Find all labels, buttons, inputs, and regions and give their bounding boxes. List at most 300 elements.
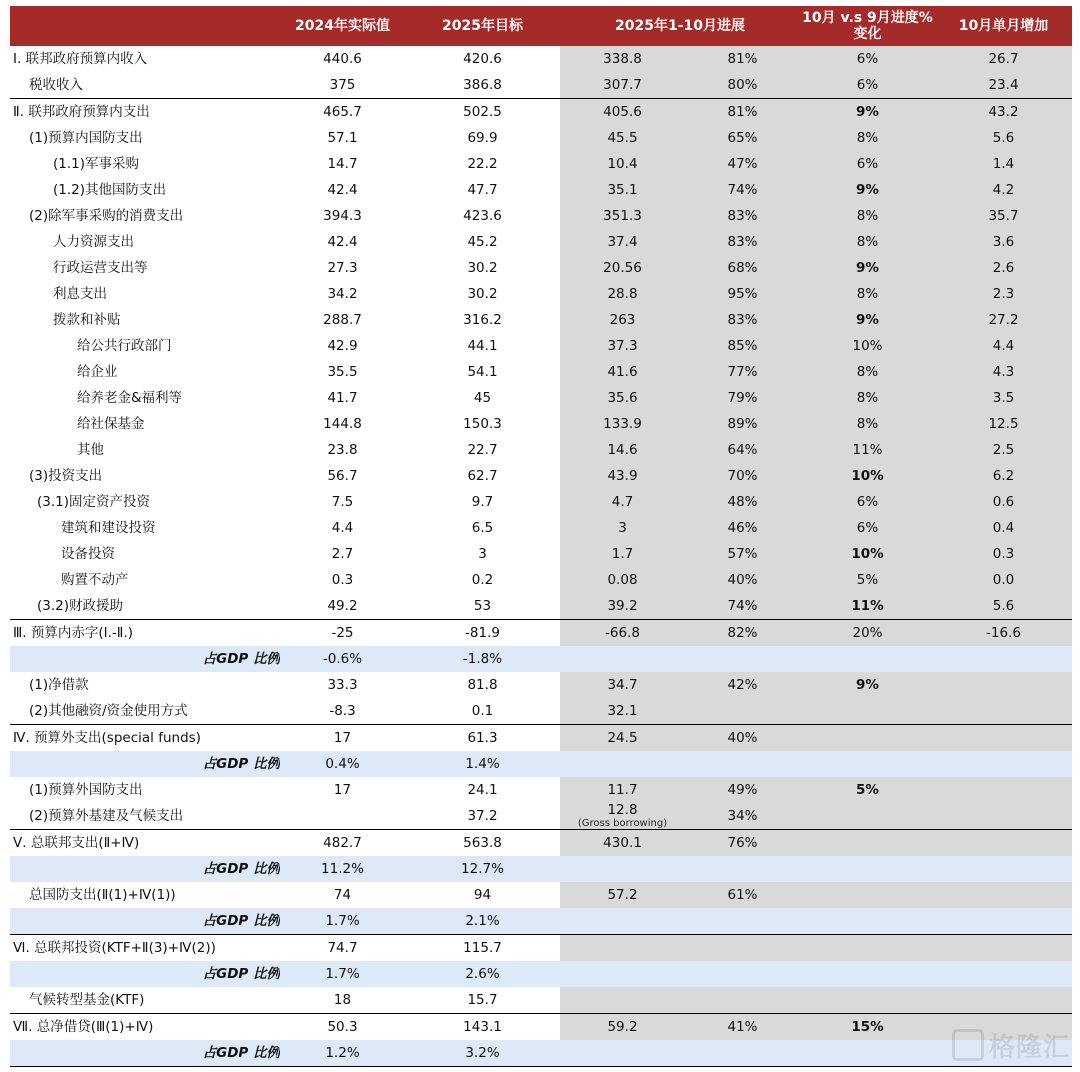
cell-value: 54.1 (467, 364, 498, 380)
cell-value (800, 987, 935, 1014)
cell-value: 0.4% (280, 751, 405, 777)
cell-value: 6.5 (471, 520, 494, 536)
cell-value (935, 777, 1072, 803)
cell-value: 430.1 (560, 830, 685, 857)
row-label: Ⅳ. 预算外支出(special funds) (10, 725, 280, 752)
header-cell: 10月单月增加 (935, 6, 1072, 46)
cell-value (560, 646, 685, 672)
cell-value: 8% (800, 203, 935, 229)
row-label: 购置不动产 (61, 572, 129, 588)
cell-note: (Gross borrowing) (577, 818, 668, 829)
table-row (10, 255, 1072, 281)
cell-value: 41% (685, 1014, 800, 1041)
cell-value: 133.9 (560, 411, 685, 437)
cell-value: 83% (685, 307, 800, 333)
table-row (10, 672, 1072, 698)
cell-value: 12.5 (935, 411, 1072, 437)
cell-value: 6% (800, 515, 935, 541)
table-row (10, 151, 1072, 177)
cell-value: 15.7 (467, 992, 498, 1008)
cell-value: 5% (800, 777, 935, 803)
cell-value (800, 698, 935, 725)
cell-value: 83% (685, 229, 800, 255)
cell-value: 42.4 (327, 234, 358, 250)
row-label: 占GDP 比例 (10, 751, 280, 777)
cell-value: 2.6% (405, 961, 560, 987)
cell-value (800, 908, 935, 935)
cell-value (800, 725, 935, 752)
cell-value (935, 698, 1072, 725)
cell-value: 0.1 (471, 703, 494, 719)
table-row (10, 359, 1072, 385)
cell-value: 3.2% (405, 1040, 560, 1067)
cell-value: 81% (685, 46, 800, 72)
row-label: 拨款和补贴 (53, 312, 121, 328)
cell-value: 3.5 (935, 385, 1072, 411)
cell-value (685, 1040, 800, 1067)
row-label: Ⅰ. 联邦政府预算内收入 (13, 51, 148, 67)
cell-value: 3 (478, 546, 487, 562)
table-row (10, 281, 1072, 307)
cell-value: 4.4 (935, 333, 1072, 359)
cell-value: 79% (685, 385, 800, 411)
cell-value (685, 646, 800, 672)
cell-value: 1.7 (560, 541, 685, 567)
cell-value: 150.3 (463, 416, 502, 432)
cell-value: 420.6 (463, 51, 502, 67)
row-label: (1)预算外国防支出 (29, 782, 143, 798)
gdp-ratio-row (10, 908, 1072, 935)
cell-value: 9% (800, 255, 935, 281)
row-label: 占GDP 比例 (10, 908, 280, 935)
watermark (952, 1027, 1070, 1064)
cell-value: 27.3 (327, 260, 358, 276)
cell-value: 9.7 (471, 494, 494, 510)
cell-value: 9% (800, 99, 935, 126)
cell-value: 11% (800, 593, 935, 620)
cell-value: 46% (685, 515, 800, 541)
cell-value: 53 (473, 598, 492, 614)
cell-value: -0.6% (280, 646, 405, 672)
cell-value: 40% (685, 567, 800, 593)
table-row (10, 203, 1072, 229)
cell-value: 8% (800, 411, 935, 437)
cell-value (935, 856, 1072, 882)
cell-value: 37.3 (560, 333, 685, 359)
cell-value (935, 751, 1072, 777)
cell-value (560, 803, 685, 830)
cell-value: 83% (685, 203, 800, 229)
cell-value: 440.6 (323, 51, 362, 67)
header-row (10, 6, 1072, 46)
table-row (10, 385, 1072, 411)
cell-value: 4.4 (331, 520, 354, 536)
table-row (10, 177, 1072, 203)
cell-value: 1.2% (280, 1040, 405, 1067)
cell-value (935, 908, 1072, 935)
cell-value: -25 (280, 620, 405, 647)
cell-value: -81.9 (405, 620, 560, 647)
cell-value: 48% (685, 489, 800, 515)
cell-value (935, 672, 1072, 698)
table-row (10, 567, 1072, 593)
cell-value: 82% (685, 620, 800, 647)
cell-value: 6% (800, 72, 935, 99)
cell-value: -1.8% (405, 646, 560, 672)
cell-value: 32.1 (560, 698, 685, 725)
table-row (10, 777, 1072, 803)
cell-value: 30.2 (467, 260, 498, 276)
cell-value: 0.3 (935, 541, 1072, 567)
table-row (10, 725, 1072, 752)
cell-value: 0.3 (331, 572, 354, 588)
cell-value: 34.7 (560, 672, 685, 698)
cell-value: 1.4% (405, 751, 560, 777)
cell-value: 49.2 (327, 598, 358, 614)
cell-value: 50.3 (280, 1014, 405, 1041)
cell-value: 3 (560, 515, 685, 541)
cell-value: 22.7 (467, 442, 498, 458)
row-label: 总国防支出(Ⅱ(1)+Ⅳ(1)) (29, 887, 176, 903)
cell-value: 9% (800, 177, 935, 203)
table-row (10, 489, 1072, 515)
cell-value: 0.4 (935, 515, 1072, 541)
table-row (10, 46, 1072, 72)
cell-value: 57.1 (327, 130, 358, 146)
cell-value: 2.7 (331, 546, 354, 562)
row-label: 给企业 (77, 364, 118, 380)
row-label: Ⅵ. 总联邦投资(KTF+Ⅱ(3)+Ⅳ(2)) (10, 935, 280, 962)
cell-value: 26.7 (935, 46, 1072, 72)
cell-value: 47.7 (467, 182, 498, 198)
cell-value: 44.1 (467, 338, 498, 354)
row-label: (2)除军事采购的消费支出 (29, 208, 184, 224)
row-label: Ⅴ. 总联邦支出(Ⅱ+Ⅳ) (10, 830, 280, 857)
cell-value: 45 (473, 390, 492, 406)
cell-value (800, 751, 935, 777)
cell-value: 34% (685, 803, 800, 830)
cell-value (800, 803, 935, 830)
gdp-ratio-row (10, 961, 1072, 987)
cell-value (280, 803, 405, 830)
cell-value: 35.6 (560, 385, 685, 411)
cell-value: 42% (685, 672, 800, 698)
cell-value (800, 961, 935, 987)
table-row (10, 125, 1072, 151)
cell-value: 40% (685, 725, 800, 752)
table-row (10, 935, 1072, 962)
cell-value: 11% (800, 437, 935, 463)
cell-value: 68% (685, 255, 800, 281)
cell-value: 74.7 (280, 935, 405, 962)
row-label: (3)投资支出 (29, 468, 103, 484)
cell-value (800, 935, 935, 962)
cell-value: 11.2% (280, 856, 405, 882)
cell-value: 338.8 (560, 46, 685, 72)
cell-value (935, 830, 1072, 857)
cell-value (800, 882, 935, 908)
cell-value (935, 935, 1072, 962)
row-label: 人力资源支出 (53, 234, 134, 250)
cell-value: 17 (280, 725, 405, 752)
cell-value: 2.1% (405, 908, 560, 935)
cell-value: 5% (800, 567, 935, 593)
gdp-ratio-row (10, 751, 1072, 777)
cell-value (560, 751, 685, 777)
cell-value: 45.5 (560, 125, 685, 151)
table-row (10, 882, 1072, 908)
cell-value: 43.9 (560, 463, 685, 489)
table-row (10, 463, 1072, 489)
cell-value (935, 961, 1072, 987)
row-label: (1)预算内国防支出 (29, 130, 143, 146)
cell-value: 64% (685, 437, 800, 463)
cell-value: 20% (800, 620, 935, 647)
cell-value: 0.0 (935, 567, 1072, 593)
cell-value: 0.6 (935, 489, 1072, 515)
cell-value (800, 646, 935, 672)
cell-value: 8% (800, 229, 935, 255)
cell-value: 22.2 (467, 156, 498, 172)
cell-value: 394.3 (323, 208, 362, 224)
cell-value: 77% (685, 359, 800, 385)
cell-value: 74 (333, 887, 352, 903)
cell-value (935, 646, 1072, 672)
cell-value: 28.8 (560, 281, 685, 307)
cell-value: 3.6 (935, 229, 1072, 255)
row-label: 占GDP 比例 (10, 961, 280, 987)
cell-value: 4.2 (935, 177, 1072, 203)
cell-value: 375 (329, 77, 356, 93)
cell-value (560, 1040, 685, 1067)
cell-value: 10.4 (560, 151, 685, 177)
table-row (10, 593, 1072, 620)
table-row (10, 620, 1072, 647)
cell-value: 70% (685, 463, 800, 489)
cell-value (935, 987, 1072, 1014)
cell-value: 563.8 (405, 830, 560, 857)
cell-value: 2.6 (935, 255, 1072, 281)
table-row (10, 803, 1072, 830)
cell-value-main: 12.8 (607, 803, 638, 818)
cell-value (935, 803, 1072, 830)
row-label: 利息支出 (53, 286, 107, 302)
cell-value: 143.1 (405, 1014, 560, 1041)
cell-value (560, 856, 685, 882)
cell-value: 65% (685, 125, 800, 151)
cell-value: 35.1 (560, 177, 685, 203)
cell-value: 34.2 (327, 286, 358, 302)
cell-value: 24.5 (560, 725, 685, 752)
cell-value: 4.7 (560, 489, 685, 515)
row-label: 占GDP 比例 (10, 646, 280, 672)
row-label: 建筑和建设投资 (61, 520, 156, 536)
cell-value: 42.9 (327, 338, 358, 354)
cell-value (560, 961, 685, 987)
cell-value: 307.7 (560, 72, 685, 99)
cell-value: 386.8 (463, 77, 502, 93)
row-label: 税收收入 (29, 77, 83, 93)
cell-value: 59.2 (560, 1014, 685, 1041)
cell-value: 37.2 (467, 808, 498, 824)
table-row (10, 830, 1072, 857)
cell-value: 4.3 (935, 359, 1072, 385)
row-label: 其他 (77, 442, 104, 458)
table-row (10, 698, 1072, 725)
cell-value: 33.3 (327, 677, 358, 693)
cell-value: 62.7 (467, 468, 498, 484)
table-row (10, 411, 1072, 437)
header-cell: 2025年目标 (405, 6, 560, 46)
cell-value: 9% (800, 672, 935, 698)
cell-value: 17 (333, 782, 352, 798)
cell-value: 76% (685, 830, 800, 857)
cell-value (560, 935, 685, 962)
cell-value: 61% (685, 882, 800, 908)
cell-value: 1.4 (935, 151, 1072, 177)
cell-value: 57.2 (560, 882, 685, 908)
cell-value: 74% (685, 177, 800, 203)
cell-value: 8% (800, 359, 935, 385)
cell-value: 24.1 (467, 782, 498, 798)
watermark-text: 格隆汇 (988, 1033, 1070, 1063)
cell-value: 94 (473, 887, 492, 903)
table-row (10, 987, 1072, 1014)
cell-value: 288.7 (323, 312, 362, 328)
cell-value: -16.6 (935, 620, 1072, 647)
row-label: Ⅶ. 总净借贷(Ⅲ(1)+Ⅳ) (10, 1014, 280, 1041)
cell-value: 89% (685, 411, 800, 437)
cell-value (800, 1040, 935, 1067)
cell-value (685, 961, 800, 987)
cell-value: 1.7% (280, 961, 405, 987)
cell-value: 45.2 (467, 234, 498, 250)
cell-value: 10% (800, 463, 935, 489)
table-row (10, 99, 1072, 126)
cell-value: 405.6 (560, 99, 685, 126)
cell-value: 74% (685, 593, 800, 620)
row-label: (1.1)军事采购 (53, 156, 140, 172)
cell-value: 15% (800, 1014, 935, 1041)
row-label: (2)其他融资/资金使用方式 (29, 703, 188, 719)
cell-value: 80% (685, 72, 800, 99)
cell-value: 2.3 (935, 281, 1072, 307)
cell-value: 465.7 (280, 99, 405, 126)
cell-value: 7.5 (331, 494, 354, 510)
cell-value: 8% (800, 281, 935, 307)
cell-value: 27.2 (935, 307, 1072, 333)
cell-value: 6% (800, 151, 935, 177)
row-label: (1)净借款 (29, 677, 89, 693)
cell-value: 8% (800, 125, 935, 151)
cell-value: 263 (560, 307, 685, 333)
cell-value: 502.5 (405, 99, 560, 126)
cell-value: 95% (685, 281, 800, 307)
cell-value: 9% (800, 307, 935, 333)
cell-value: 5.6 (935, 593, 1072, 620)
cell-value: 30.2 (467, 286, 498, 302)
cell-value (935, 882, 1072, 908)
cell-value: 41.7 (327, 390, 358, 406)
cell-value: 6% (800, 489, 935, 515)
row-label: (3.1)固定资产投资 (37, 494, 151, 510)
cell-value: 81.8 (467, 677, 498, 693)
cell-value: 14.7 (327, 156, 358, 172)
cell-value: 47% (685, 151, 800, 177)
table-row (10, 229, 1072, 255)
cell-value: 6% (800, 46, 935, 72)
cell-value (560, 908, 685, 935)
row-label: 行政运营支出等 (53, 260, 148, 276)
cell-value: 1.7% (280, 908, 405, 935)
cell-value: 81% (685, 99, 800, 126)
row-label: 给公共行政部门 (77, 338, 172, 354)
cell-value: 2.5 (935, 437, 1072, 463)
cell-value (685, 698, 800, 725)
fiscal-table (10, 6, 1072, 1067)
cell-value: 351.3 (560, 203, 685, 229)
row-label: (3.2)财政援助 (37, 598, 124, 614)
cell-value: 49% (685, 777, 800, 803)
cell-value: -66.8 (560, 620, 685, 647)
cell-value: 12.7% (405, 856, 560, 882)
row-label: Ⅱ. 联邦政府预算内支出 (10, 99, 280, 126)
cell-value: 14.6 (560, 437, 685, 463)
cell-value: 423.6 (463, 208, 502, 224)
cell-value: 6.2 (935, 463, 1072, 489)
cell-value: 5.6 (935, 125, 1072, 151)
cell-value: 144.8 (323, 416, 362, 432)
row-label: 占GDP 比例 (10, 856, 280, 882)
table-row (10, 437, 1072, 463)
gdp-ratio-row (10, 1040, 1072, 1067)
cell-value: 482.7 (280, 830, 405, 857)
cell-value (685, 908, 800, 935)
table-row (10, 515, 1072, 541)
cell-value: 0.2 (471, 572, 494, 588)
header-cell: 2025年1-10月进展 (560, 6, 800, 46)
cell-value: 316.2 (463, 312, 502, 328)
cell-value: 42.4 (327, 182, 358, 198)
cell-value: 115.7 (405, 935, 560, 962)
cell-value: 41.6 (560, 359, 685, 385)
cell-value (685, 856, 800, 882)
row-label: (1.2)其他国防支出 (53, 182, 167, 198)
row-label: 设备投资 (61, 546, 115, 562)
cell-value: 61.3 (405, 725, 560, 752)
header-cell (10, 6, 280, 46)
cell-value: 35.7 (935, 203, 1072, 229)
header-cell: 10月 v.s 9月进度%变化 (800, 6, 935, 46)
cell-value: 10% (800, 333, 935, 359)
row-label: 给社保基金 (77, 416, 145, 432)
row-label: 给养老金&福利等 (77, 390, 183, 406)
gdp-ratio-row (10, 856, 1072, 882)
cell-value: 35.5 (327, 364, 358, 380)
cell-value: 10% (800, 541, 935, 567)
cell-value (685, 987, 800, 1014)
table-row (10, 307, 1072, 333)
cell-value: 43.2 (935, 99, 1072, 126)
row-label: (2)预算外基建及气候支出 (29, 808, 184, 824)
table-row (10, 541, 1072, 567)
table-row (10, 72, 1072, 99)
cell-value (800, 830, 935, 857)
row-label: Ⅲ. 预算内赤字(Ⅰ.-Ⅱ.) (10, 620, 280, 647)
cell-value: 23.4 (935, 72, 1072, 99)
table-row (10, 333, 1072, 359)
cell-value: 37.4 (560, 229, 685, 255)
